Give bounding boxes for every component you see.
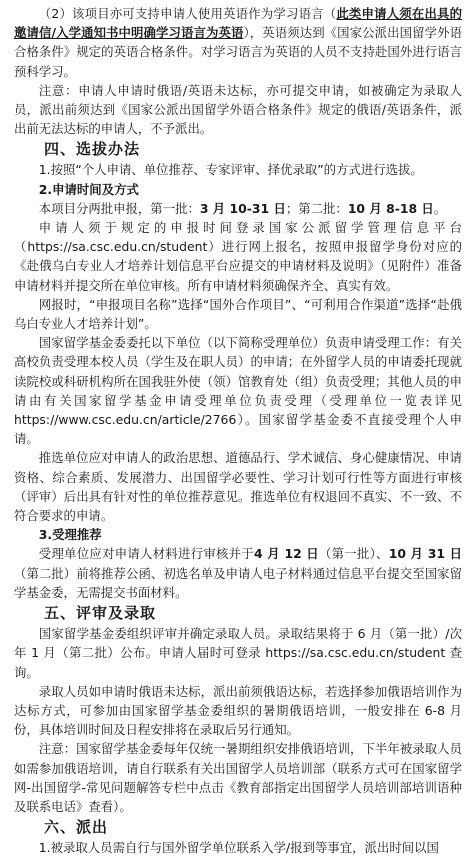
deadline-1: 4 月 12 日 xyxy=(254,546,319,562)
para-english-option-text-2: ），英语须达到《国家公派出国留学外语合格条件》规定的英语合格条件。对学习语言为英语的人员不支持赴国外进行语言预科学习。 xyxy=(14,25,462,79)
sec4-online-application: 申请人须于规定的申报时间登录国家公派留学管理信息平台（https://sa.csc.edu.cn/student）进行网上报名，按照申报留学身份对应的《赴俄乌白专业人才培养计划信息平台应提交的申请材料及说明》（见附件）准备申请材料并提交所在单位审核。所有申请材料须确保齐全、真实有效。 xyxy=(14,220,462,293)
para-english-option-text-1: （2）该项目亦可支持申请人使用英语作为学习语言（ xyxy=(38,6,337,21)
deadline-2: 10 月 31 日 xyxy=(388,546,463,562)
sec4-acceptance-units: 国家留学基金委委托以下单位（以下简称受理单位）负责申请受理工作：有关高校负责受理本校人员（学生及在职人员）的申请；在外留学人员的申请委托现就读院校或科研机构所在国我驻外使（领）馆教育处（组）负责受理；其他人员的申请由有关国家留学基金申请受理单位负责受理（受理单位一览表详见https://www.csc.edu.cn/article/2766）。国家留学基金委不直接受理个人申请。 xyxy=(14,335,462,447)
sec4-item-3-heading: 3.受理推荐 xyxy=(38,527,102,543)
sec4-batch-dates: 本项目分两批申报，第一批：3 月 10-31 日；第二批：10 月 8-18 日。 xyxy=(38,200,447,216)
sec5-review-results: 国家留学基金委组织评审并确定录取人员。录取结果将于 6 月（第一批）/次年 1 月（第二批）公布。申请人届时可登录 https://sa.csc.edu.cn/student 查询。 xyxy=(14,626,462,680)
para-english-option xyxy=(14,4,462,81)
sec4-project-selection: 网报时，“申报项目名称”选择“国外合作项目”、“可利用合作渠道”选择“赴俄乌白专业人才培养计划”。 xyxy=(14,296,462,332)
section-4-title: 四、选拔办法 xyxy=(44,140,141,159)
section-6-title: 六、派出 xyxy=(44,818,109,837)
batch-1-date: 3 月 10-31 日 xyxy=(199,200,286,216)
section-5-title: 五、评审及录取 xyxy=(44,604,157,623)
sec4-item-1: 1.按照“个人申请、单位推荐、专家评审、择优录取”的方式进行选拔。 xyxy=(38,162,423,178)
para-english-option-emphasis: 此类申请人须在出具的邀请信/入学通知书中明确学习语言为英语 xyxy=(14,6,463,41)
sec5-note-training: 注意：国家留学基金委每年仅统一暑期组织安排俄语培训，下半年被录取人员如需参加俄语培训，请自行联系有关出国留学人员培训部（联系方式可在国家留学网-出国留学-常见问题解答专栏中点击《教育部指定出国留学人员培训部培训语种及联系电话》查看）。 xyxy=(14,741,462,814)
sec4-recommendation-review: 推选单位应对申请人的政治思想、道德品行、学术诚信、身心健康情况、申请资格、综合素质、发展潜力、出国留学必要性、学习计划可行性等方面进行审核（评审）后出具有针对性的单位推荐意见。推选单位有权退回不真实、不一致、不符合要求的申请。 xyxy=(14,450,462,524)
sec6-item-1: 1.被录取人员需自行与国外留学单位联系入学/报到等事宜，派出时间以国 xyxy=(38,840,439,856)
sec4-submission-deadline: 受理单位应对申请人材料进行审核并于4 月 12 日（第一批）、10 月 31 日（第二批）前将推荐公函、初选名单及申请人电子材料通过信息平台提交至国家留学基金委，无需提交书面材料。 xyxy=(14,546,463,600)
sec4-item-2-heading: 2.申请时间及方式 xyxy=(38,181,139,197)
note-language-requirement: 注意：申请人申请时俄语/英语未达标，亦可提交申请，如被确定为录取人员，派出前须达到《国家公派出国留学外语合格条件》规定的俄语/英语条件，派出前无法达标的申请人，不予派出。 xyxy=(14,82,462,137)
batch-2-date: 10 月 8-18 日 xyxy=(347,200,434,216)
sec5-russian-training: 录取人员如申请时俄语未达标，派出前须俄语达标，若选择参加俄语培训作为达标方式，可参加由国家留学基金委组织的暑期俄语培训，一般安排在 6-8 月份，具体培训时间及日程安排将在录取后另行通知。 xyxy=(14,683,462,738)
